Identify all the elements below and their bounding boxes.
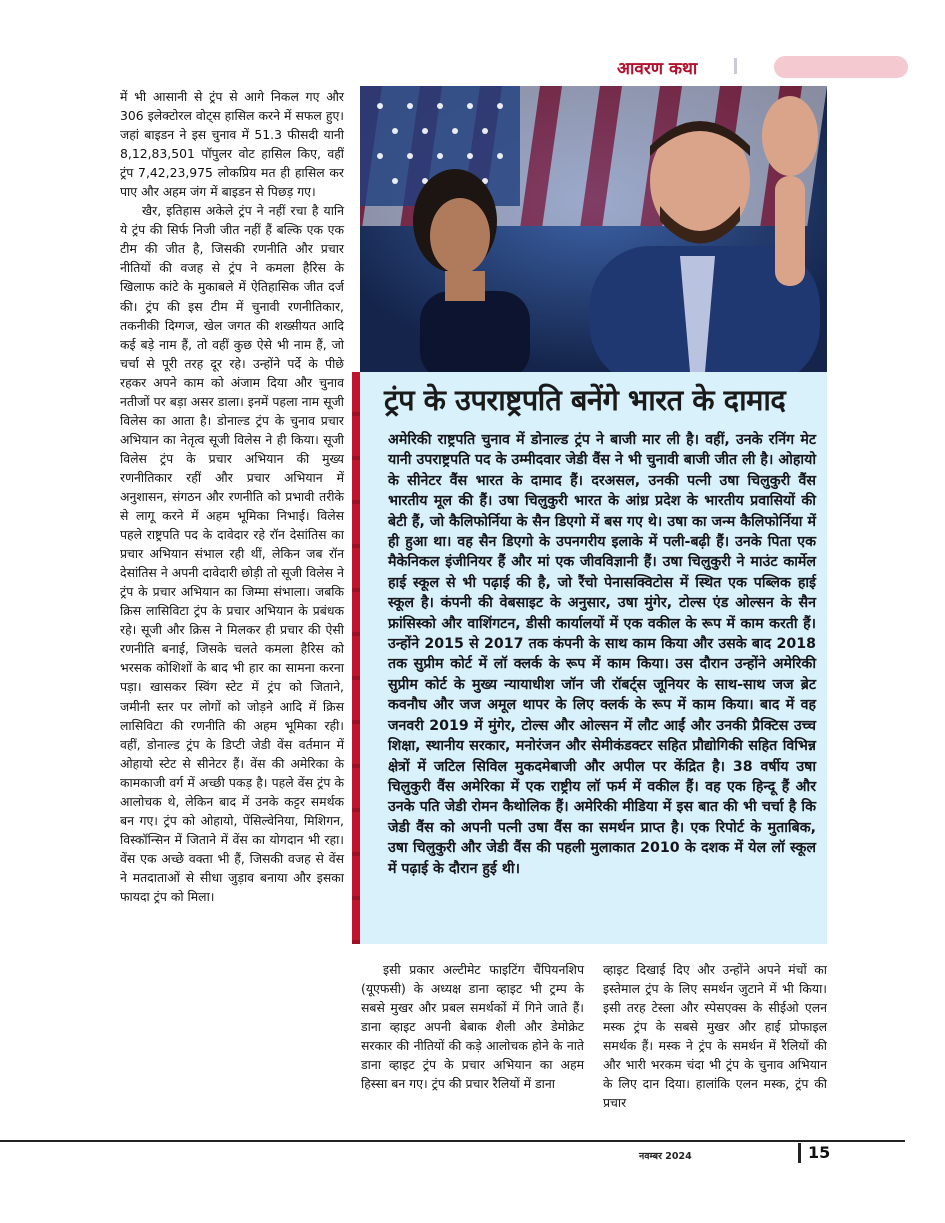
section-divider (734, 58, 737, 74)
right-text-column (603, 960, 827, 1112)
paragraph: इसी प्रकार अल्टीमेट फाइटिंग चैंपियनशिप (यूएफसी) के अध्यक्ष डाना व्हाइट भी ट्रम्प के सबसे मुखर और प्रबल समर्थकों में गिने जाते हैं। डाना व्हाइट अपनी बेबाक शैली और डेमोक्रेट सरकार की नीतियों की कड़े आलोचक होने के नाते डाना व्हाइट ट्रंप के प्रचार अभियान का अहम हिस्सा बन गए। ट्रंप की प्रचार रैलियों में डाना (361, 962, 584, 1092)
footer-rule (0, 1140, 905, 1142)
boxout-panel (360, 372, 827, 944)
left-text-column (120, 87, 344, 906)
paragraph: व्हाइट दिखाई दिए और उन्होंने अपने मंचों का इस्तेमाल ट्रंप के लिए समर्थन जुटाने में भी किया। इसी तरह टेस्ला और स्पेसएक्स के सीईओ एलन मस्क ट्रंप के सबसे मुखर और हाई प्रोफाइल समर्थक हैं। मस्क ने ट्रंप के समर्थन में रैलियों की और भारी भरकम चंदा भी ट्रंप के चुनाव अभियान के लिए दान दिया। हालांकि एलन मस्क, ट्रंप की प्रचार (603, 962, 827, 1111)
article-photo (360, 86, 827, 372)
boxout-accent-bar (352, 372, 360, 944)
boxout-body-text: अमेरिकी राष्ट्रपति चुनाव में डोनाल्ड ट्रंप ने बाजी मार ली है। वहीं, उनके रनिंग मेट यानी उपराष्ट्रपति पद के उम्मीदवार जेडी वैंस ने भी चुनावी बाजी जीत ली है। ओहायो के सीनेटर वैंस भारत के दामाद हैं। दरअसल, उनकी पत्नी उषा चिलुकुरी वैंस भारतीय मूल की हैं। उषा चिलुकुरी भारत के आंध्र प्रदेश के भारतीय प्रवासियों की बेटी हैं, जो कैलिफोर्निया के सैन डिएगो में बस गए थे। उषा का जन्म कैलिफोर्निया में ही हुआ था। वह सैन डिएगो के उपनगरीय इलाके में पली-बढ़ी हैं। उनके पिता एक मैकेनिकल इंजीनियर हैं और मां एक जीवविज्ञानी हैं। उषा चिलुकुरी ने माउंट कार्मेल हाई स्कूल से भी पढ़ाई की है, जो रैंचो पेनासक्विटोस में स्थित एक पब्लिक हाई स्कूल है। कंपनी की वेबसाइट के अनुसार, उषा मुंगेर, टोल्स एंड ओल्सन के सैन फ्रांसिस्को और वाशिंगटन, डीसी कार्यालयों में एक वकील के रूप में काम करती हैं। उन्होंने 2015 से 2017 तक कंपनी के साथ काम किया और उसके बाद 2018 तक सुप्रीम कोर्ट में लॉ क्लर्क के रूप में काम किया। उस दौरान उन्होंने अमेरिकी सुप्रीम कोर्ट के मुख्य न्यायाधीश जॉन जी रॉबर्ट्स जूनियर के साथ-साथ जज ब्रेट कवनौघ और जज अमूल थापर के लिए क्लर्क के रूप में काम किया। बाद में वह जनवरी 2019 में मुंगेर, टोल्स और ओल्सन में लौट आईं और उनकी प्रैक्टिस उच्च शिक्षा, स्थानीय सरकार, मनोरंजन और सेमीकंडक्टर सहित प्रौद्योगिकी सहित विभिन्न क्षेत्रों में जटिल सिविल मुकदमेबाजी और अपील पर केंद्रित है। 38 वर्षीय उषा चिलुकुरी वैंस अमेरिका में एक राष्ट्रीय लॉ फर्म में वकील हैं। वह एक हिन्दू हैं और उनके पति जेडी रोमन कैथोलिक हैं। अमेरिकी मीडिया में इस बात की भी चर्चा है कि जेडी वैंस को अपनी पत्नी उषा वैंस का समर्थन प्राप्त है। एक रिपोर्ट के मुताबिक, उषा चिलुकुरी और जेडी वैंस की पहली मुलाकात 2010 के दशक में येल लॉ स्कूल में पढ़ाई के दौरान हुई थी। (388, 432, 816, 877)
paragraph: में भी आसानी से ट्रंप से आगे निकल गए और 306 इलेक्टोरल वोट्स हासिल करने में सफल हुए। जहां बाइडन ने इस चुनाव में 51.3 फीसदी यानी 8,12,83,501 पॉपुलर वोट हासिल किए, वहीं ट्रंप 7,42,23,975 लोकप्रिय मत ही हासिल कर पाए और अहम जंग में बाइडन से पिछड़ गए। (120, 89, 344, 200)
paragraph: खैर, इतिहास अकेले ट्रंप ने नहीं रचा है यानि ये ट्रंप की सिर्फ निजी जीत नहीं हैं बल्कि एक एक टीम की जीत है, जिसकी रणनीति और प्रचार नीतियों की वजह से ट्रंप ने कमला हैरिस के खिलाफ कांटे के मुकाबले में ऐतिहासिक जीत दर्ज की। ट्रंप की इस टीम में चुनावी रणनीतिकार, तकनीकी दिग्गज, खेल जगत की शख्सीयत आदि कई बड़े नाम हैं, तो वहीं कुछ ऐसे भी नाम हैं, जो चर्चा से पूरी तरह दूर रहे। उन्होंने पर्दे के पीछे रहकर अपने काम को अंजाम दिया और चुनाव नतीजों पर बड़ा असर डाला। इनमें पहला नाम सूजी विलेस का आता है। डोनाल्ड ट्रंप के चुनाव प्रचार अभियान का नेतृत्व सूजी विलेस ने ही किया। सूजी विलेस ट्रंप के प्रचार अभियान की मुख्य रणनीतिकार रहीं और प्रचार अभियान में अनुशासन, संगठन और रणनीति को प्रभावी तरीके से लागू करने में अहम भूमिका निभाई। विलेस पहले राष्ट्रपति पद के दावेदार रहे रॉन देसांतिस का प्रचार अभियान संभाल रही थीं, लेकिन जब रॉन देसांतिस ने अपनी दावेदारी छोड़ी तो सूजी विलेस ने ट्रंप के प्रचार अभियान का जिम्मा संभाला। जबकि क्रिस लासिविटा ट्रंप के प्रचार अभियान के प्रबंधक रहे। सूजी और क्रिस ने मिलकर ही प्रचार की ऐसी रणनीति बनाई, जिसके चलते कमला हैरिस को भरसक कोशिशों के बाद भी हार का सामना करना पड़ा। खासकर स्विंग स्टेट में ट्रंप को जिताने, जमीनी स्तर पर लोगों को जोड़ने आदि में क्रिस लासिविटा की रणनीति की अहम भूमिका रही। वहीं, डोनाल्ड ट्रंप के डिप्टी जेडी वेंस वर्तमान में ओहायो स्टेट से सीनेटर हैं। वेंस की अमेरिका के कामकाजी वर्ग में अच्छी पकड़ है। पहले वेंस ट्रंप के आलोचक थे, लेकिन बाद में उनके कट्टर समर्थक बन गए। ट्रंप को ओहायो, पेंसिल्वेनिया, मिशिगन, विस्कॉन्सिन में जिताने में वेंस का योगदान भी रहा। वेंस एक अच्छे वक्ता भी हैं, जिसकी वजह से वेंस ने मतदाताओं से सीधा जुड़ाव बनाया और इसका फायदा ट्रंप को मिला। (120, 203, 344, 904)
issue-date: नवम्बर 2024 (639, 1151, 692, 1162)
boxout-headline: ट्रंप के उपराष्ट्रपति बनेंगे भारत के दामाद (384, 383, 786, 417)
section-pill-decoration (774, 56, 908, 78)
page-number: 15 (808, 1143, 831, 1162)
middle-text-column (361, 960, 584, 1093)
photo-illustration (360, 86, 827, 372)
section-label: आवरण कथा (617, 59, 698, 79)
footer-divider (798, 1143, 801, 1163)
